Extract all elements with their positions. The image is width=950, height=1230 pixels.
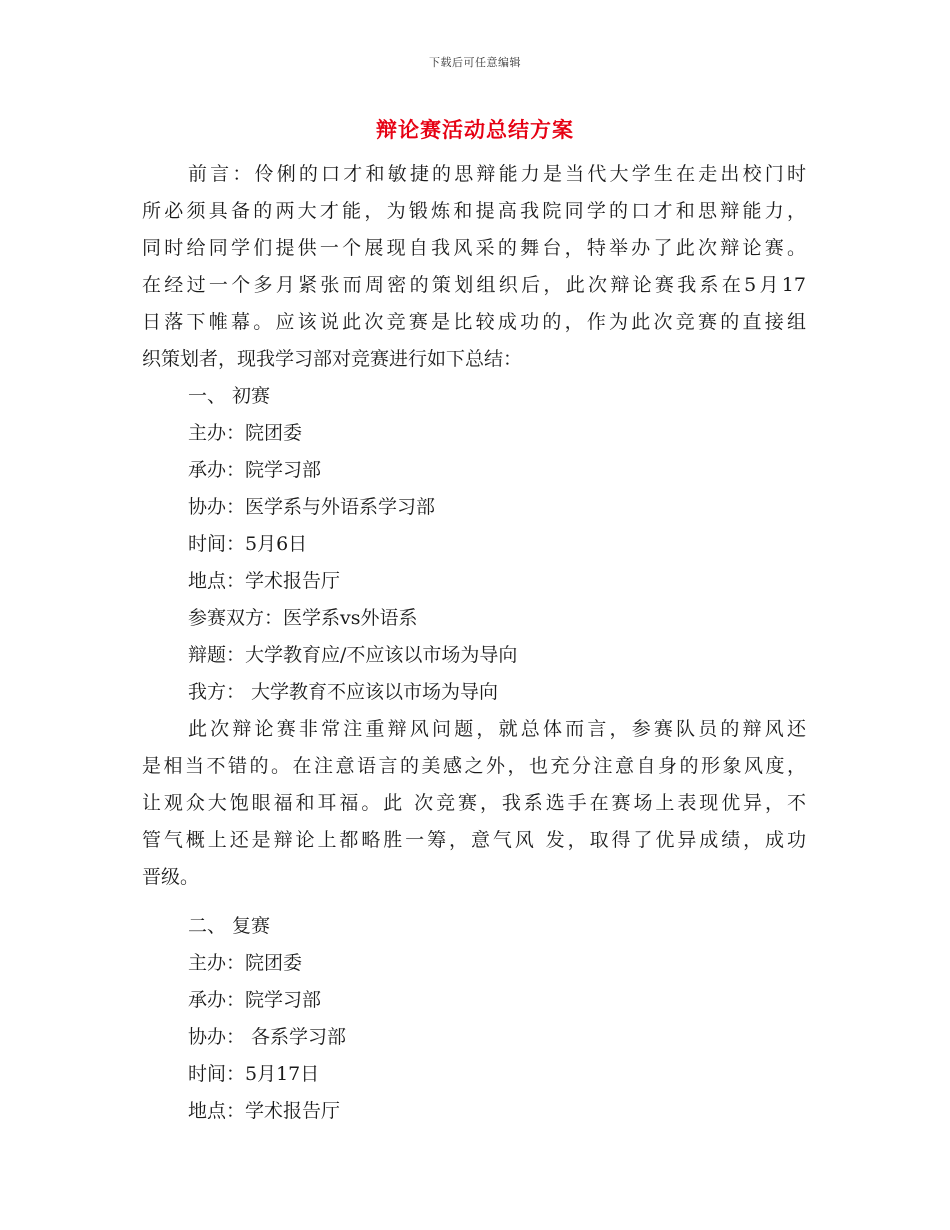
info-item: 参赛双方：医学系vs外语系	[188, 607, 418, 629]
info-item: 协办：医学系与外语系学习部	[188, 496, 436, 518]
info-item: 辩题：大学教育应/不应该以市场为导向	[188, 644, 518, 666]
info-item: 承办：院学习部	[188, 459, 322, 481]
header-note: 下载后可任意编辑	[429, 56, 521, 69]
intro-line: 同时给同学们提供一个展现自我风采的舞台，特举办了此次辩论赛。	[142, 237, 806, 259]
section-spacer	[142, 896, 806, 908]
info-item: 协办： 各系学习部	[188, 1026, 347, 1048]
intro-line: 在经过一个多月紧张而周密的策划组织后，此次辩论赛我系在5月17	[142, 274, 806, 296]
section-heading: 二、 复赛	[188, 915, 271, 937]
info-item: 主办：院团委	[188, 952, 303, 974]
intro-line: 日落下帷幕。应该说此次竞赛是比较成功的，作为此次竞赛的直接组	[142, 311, 806, 333]
summary-line: 管气概上还是辩论上都略胜一筹，意气风 发，取得了优异成绩，成功	[142, 829, 806, 851]
summary-line: 让观众大饱眼福和耳福。此 次竞赛，我系选手在赛场上表现优异，不	[142, 792, 806, 814]
intro-line: 织策划者，现我学习部对竞赛进行如下总结：	[142, 348, 523, 370]
section-heading: 一、 初赛	[188, 385, 271, 407]
info-item: 地点：学术报告厅	[188, 1100, 341, 1122]
info-item: 地点：学术报告厅	[188, 570, 341, 592]
info-item: 主办：院团委	[188, 422, 303, 444]
info-item: 承办：院学习部	[188, 989, 322, 1011]
info-item: 时间：5月6日	[188, 533, 308, 555]
document-title: 辩论赛活动总结方案	[376, 117, 574, 142]
summary-line: 晋级。	[142, 866, 200, 888]
info-item: 我方： 大学教育不应该以市场为导向	[188, 681, 499, 703]
intro-line: 所必须具备的两大才能，为锻炼和提高我院同学的口才和思辩能力，	[142, 200, 806, 222]
info-item: 时间：5月17日	[188, 1063, 320, 1085]
summary-line: 是相当不错的。在注意语言的美感之外，也充分注意自身的形象风度，	[142, 755, 806, 777]
intro-line: 前言：伶俐的口才和敏捷的思辩能力是当代大学生在走出校门时	[188, 163, 806, 185]
summary-line: 此次辩论赛非常注重辩风问题，就总体而言，参赛队员的辩风还	[188, 718, 806, 740]
document-body	[142, 156, 806, 1130]
